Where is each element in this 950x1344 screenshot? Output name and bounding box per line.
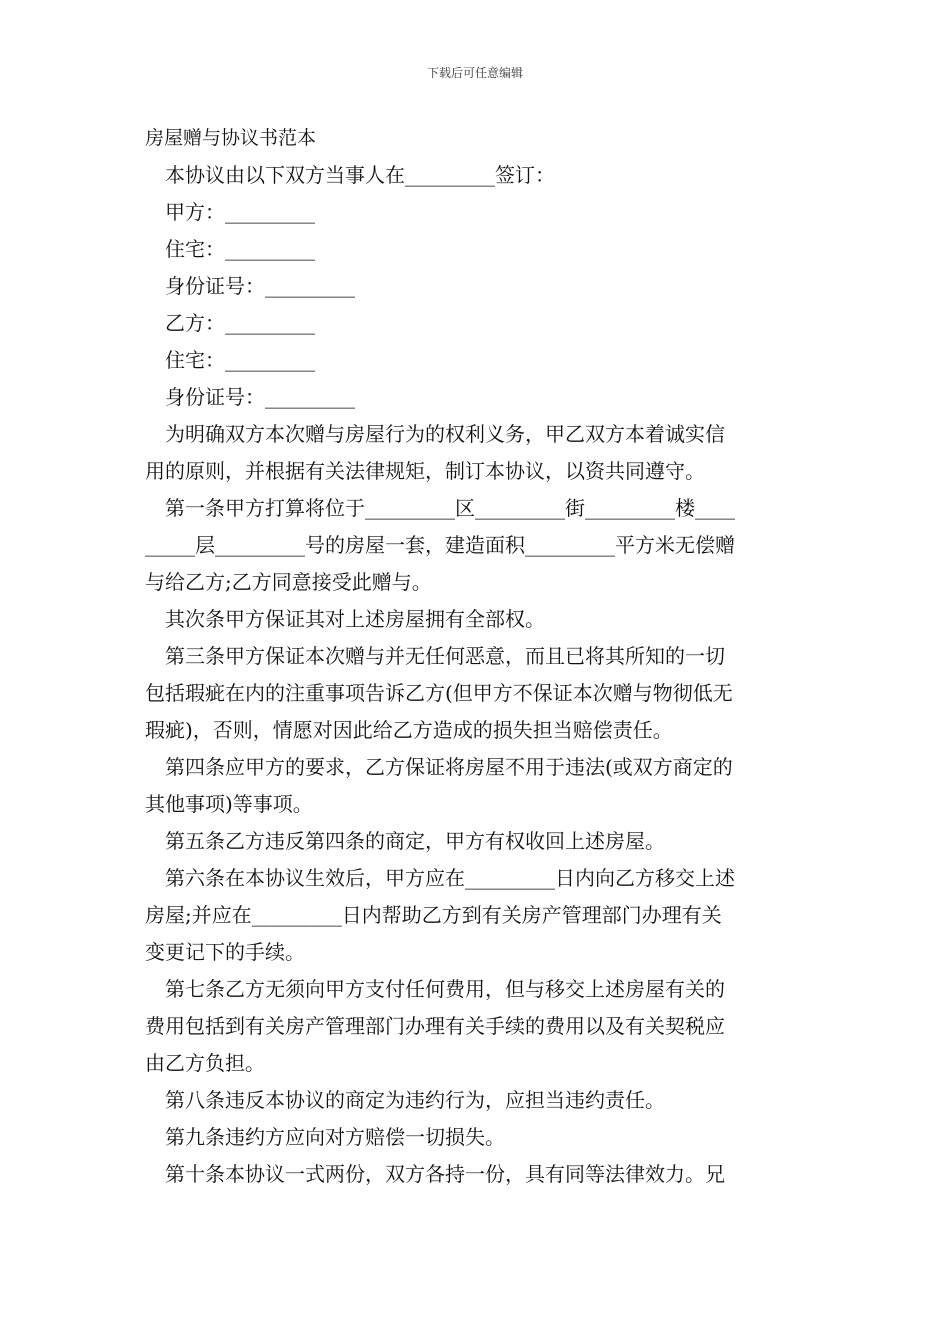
clauses-block [145,416,809,1193]
clause-line: 第八条违反本协议的商定为违约行为，应担当违约责任。 [165,1088,665,1112]
info-line: 甲方：_________ [165,200,315,224]
clause-paragraph [145,490,809,601]
clause-paragraph [145,1082,809,1119]
clause-paragraph [145,416,809,490]
info-line: 本协议由以下双方当事人在_________签订： [165,163,555,187]
clause-line: 房屋;并应在_________日内帮助乙方到有关房产管理部门办理有关 [145,903,722,927]
clause-paragraph [145,638,809,749]
clause-line: 第一条甲方打算将位于_________区_________街_________楼____ [165,496,735,520]
clause-line: 第五条乙方违反第四条的商定，甲方有权收回上述房屋。 [165,829,665,853]
clause-paragraph [145,749,809,823]
clause-paragraph [145,1156,809,1193]
info-line: 住宅：_________ [165,237,315,261]
clause-line: 费用包括到有关房产管理部门办理有关手续的费用以及有关契税应 [145,1014,725,1038]
clause-paragraph [145,1119,809,1156]
clause-line: 由乙方负担。 [145,1051,265,1075]
clause-paragraph [145,860,809,971]
clause-line: _____层_________号的房屋一套，建造面积_________平方米无偿赠 [145,533,735,557]
info-line: 身份证号：_________ [165,274,355,298]
info-line: 乙方：_________ [165,311,315,335]
clause-paragraph [145,823,809,860]
info-line: 身份证号：_________ [165,385,355,409]
page-header: 下载后可任意编辑 [426,66,523,80]
document-body [145,120,809,1193]
clause-line: 其他事项)等事项。 [145,792,313,816]
clause-line: 包括瑕疵在内的注重事项告诉乙方(但甲方不保证本次赠与物彻低无 [145,681,733,705]
clause-line: 其次条甲方保证其对上述房屋拥有全部权。 [165,607,545,631]
clause-line: 用的原则，并根据有关法律规矩，制订本协议，以资共同遵守。 [145,459,705,483]
clause-line: 变更记下的手续。 [145,940,305,964]
clause-line: 第七条乙方无须向甲方支付任何费用，但与移交上述房屋有关的 [165,977,725,1001]
clause-paragraph [145,601,809,638]
clause-paragraph [145,971,809,1082]
clause-line: 为明确双方本次赠与房屋行为的权利义务，甲乙双方本着诚实信 [165,422,725,446]
clause-line: 与给乙方;乙方同意接受此赠与。 [145,570,432,594]
clause-line: 第三条甲方保证本次赠与并无任何恶意，而且已将其所知的一切 [165,644,725,668]
party-info-block [145,157,809,416]
clause-line: 第四条应甲方的要求，乙方保证将房屋不用于违法(或双方商定的 [165,755,733,779]
clause-line: 第十条本协议一式两份，双方各持一份，具有同等法律效力。兄 [165,1162,725,1186]
clause-line: 瑕疵)，否则，情愿对因此给乙方造成的损失担当赔偿责任。 [145,718,673,742]
document-title: 房屋赠与协议书范本 [145,127,317,149]
clause-line: 第九条违约方应向对方赔偿一切损失。 [165,1125,505,1149]
clause-line: 第六条在本协议生效后，甲方应在_________日内向乙方移交上述 [165,866,735,890]
info-line: 住宅：_________ [165,348,315,372]
